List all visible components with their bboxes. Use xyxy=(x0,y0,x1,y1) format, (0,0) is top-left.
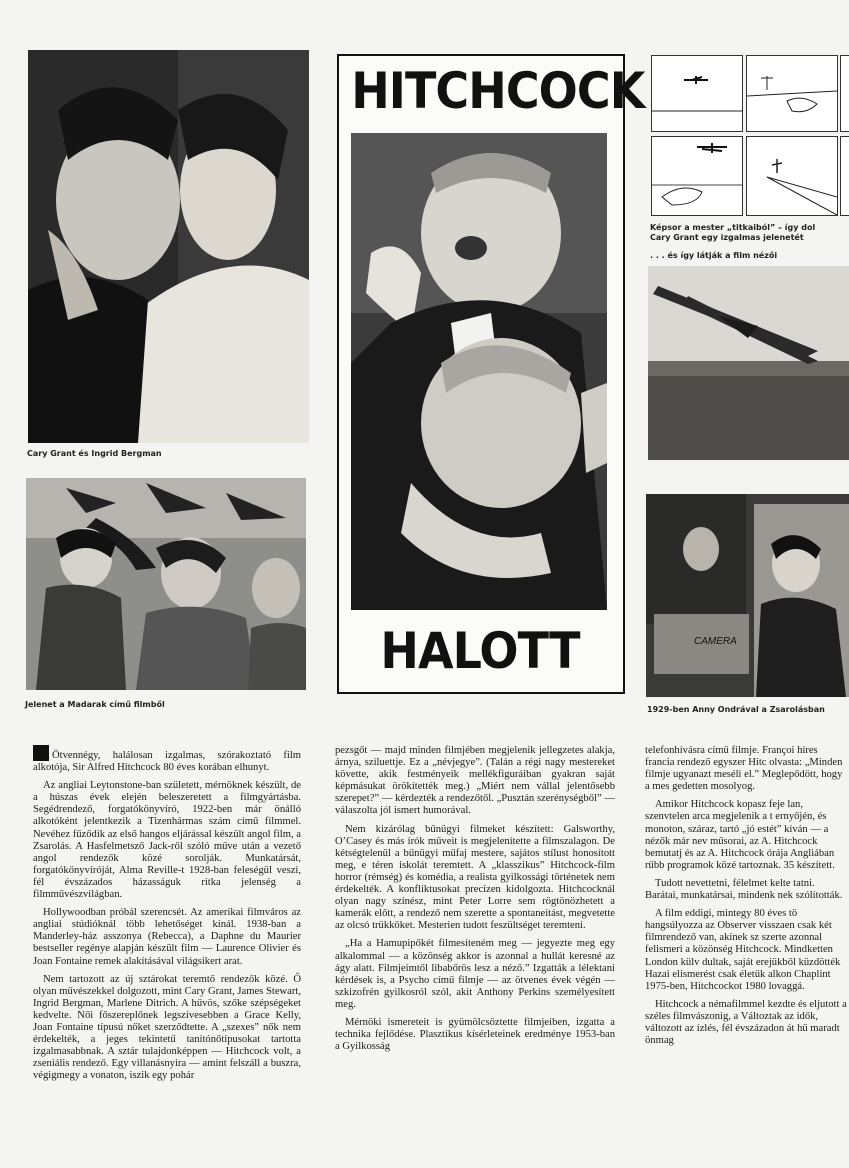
photo-hitchcock xyxy=(351,133,607,610)
article-paragraph: A film eddigi, mintegy 80 éves tö hangsúlyozza az Observer visszaen csak két filmrendező van, akinek sz szerte azonnal felismeri a közönség Hitchcock. Mindketten London külv dultak, saját erejükből küzdötték Hazai elismerést csak életük alkon Chaplint 1975-ben, Hitchcockot 1980 lovaggá. xyxy=(645,908,841,992)
photo-crop-duster xyxy=(648,266,849,460)
photo-birds xyxy=(26,478,306,690)
caption-storyboard-2: Cary Grant egy izgalmas jelenetét xyxy=(650,233,804,242)
caption-grant-bergman: Cary Grant és Ingrid Bergman xyxy=(27,449,162,458)
article-paragraph: Nem kizárólag bűnügyi filmeket készített: Galsworthy, O’Casey és más írók műveit is megjelenítette a filmszalagon. De kétségtelenül a bűnügyi műfaj mestere, sajátos stílust honosított meg, e téren iskolát teremtett. A „klasszikus” Hitchcock-film horror (rémség) és komédia, a realista gyilkossági történetek nem érdekelték. A konfliktusokat precízen kidolgozta. Hitchcocknál olyan nagy színész, mint Peter Lorre sem rögtönözhetett a kamerák előtt, a rendező nem szerette a spontaneitást, megvetette az olcsó trükköket. Mesterien tudott feszültséget teremteni. xyxy=(335,823,615,932)
storyboard-panel-2 xyxy=(746,55,838,132)
photo-birds-art xyxy=(26,478,306,690)
article-paragraph: Nem tartozott az új sztárokat teremtő rendezők közé. Ő olyan művészekkel dolgozott, mint Cary Grant, James Stewart, Ingrid Bergman, Marlene Ditrich. A hűvös, szőke szépségeket kedvelte. Női főszereplőnek legszívesebben a Grace Kelly, Joan Fontaine típusú nőket szerződtette. A „szexes” nők nem érdekelték, a jeges tekintetű tanítónőtípusokat tartotta izgalmasabbnak. A sztár tulajdonképpen — Hitchcock volt, a zseniális rendező. Egy villanásnyira — amint felszáll a buszra, végigmegy a vonaton, iszik egy pohár xyxy=(33,973,301,1082)
photo-grant-bergman-art xyxy=(28,50,309,443)
article-column-1 xyxy=(33,745,301,1155)
storyboard-panel-4-art xyxy=(652,137,742,215)
article-paragraph: Amikor Hitchcock kopasz feje lan, szenvtelen arca megjelenik a t ernyőjén, és monoton, száraz, tartó „jó estét” kíván — a nézők már nev műsorai, az A. Hitchcock bemutatj és az A. Hitchcock órája Angliában rűbb programok közé tartoznak. 35 készített. xyxy=(645,799,835,871)
article-paragraph: Hollywoodban próbál szerencsét. Az amerikai filmváros az angliai stúdióknál több lehetőséget kínál. 1938-ban a Manderley-ház asszonya (Rebecca), a Daphne du Maurier bestseller regénye alapján készült film — Laurence Olivier és Joan Fontaine remek alakításával világsikert arat. xyxy=(33,907,301,967)
article-paragraph: Tudott nevettetni, félelmet kelte tatni. Barátai, munkatársai, mindenk nek szólították. xyxy=(645,877,843,902)
storyboard-panel-6 xyxy=(840,136,849,216)
headline-bottom: HALOTT xyxy=(380,622,580,680)
article-paragraph: Ötvennégy, halálosan izgalmas, szórakoztató film alkotója, Sir Alfred Hitchcock 80 éves korában elhunyt. xyxy=(33,745,301,774)
article-column-3 xyxy=(645,745,849,1155)
article-paragraph: „Ha a Hamupipőkét filmesíteném meg — jegyezte meg egy alkalommal — a közönség akkor is azonnal a hullát keresné az ágy alatt. Filmjeimtől libabőrös lesz a néző.” Izgatták a lélektani kérdések is, a Psycho című filmje — az ötvenes évek végén — szkizofrén gyilkosról szól, akit Anthony Perkins személyesített meg. xyxy=(335,938,615,1010)
storyboard-panel-3 xyxy=(840,55,849,132)
caption-film-view: . . . és így látják a film nézői xyxy=(650,251,778,260)
photo-grant-bergman xyxy=(28,50,309,443)
storyboard-panel-5 xyxy=(746,136,838,216)
caption-birds: Jelenet a Madarak című filmből xyxy=(25,700,165,709)
article-paragraph: pezsgőt — majd minden filmjében megjelenik jellegzetes alakja, árnya, sziluettje. Ez a „névjegye”. (Talán a régi nagy mestereket követte, akik festményeik mellékfiguráiban gyakran saját képmásukat örökítették meg.) „Miért nem vállal jelentősebb szerepet?” — kérdezték a rendezőtől. „Pusztán szerénységből” — válaszolta jól ismert humorával. xyxy=(335,745,615,817)
headline-top: HITCHCOCK xyxy=(351,62,645,120)
photo-ondra-art xyxy=(646,494,849,697)
photo-crop-duster-art xyxy=(648,266,849,460)
drop-cap xyxy=(33,745,49,761)
article-paragraph: Mérnöki ismereteit is gyümölcsöztette filmjeiben, izgatta a technika fejlődése. Plasztikus kísérleteinek eredménye 1953-ban a Gyilkosság xyxy=(335,1016,615,1053)
storyboard-panel-4 xyxy=(651,136,743,216)
caption-ondra: 1929-ben Anny Ondrával a Zsarolásban xyxy=(647,705,825,714)
article-paragraph: telefonhívásra című filmje. Françoi híres francia rendező egyszer Hitc olvasta: „Minden filmje ugyanazt meséli el.” Meglepődött, hogy a mes gedetten mosolyog. xyxy=(645,745,843,793)
storyboard-panel-1 xyxy=(651,55,743,132)
storyboard-panel-1-art xyxy=(652,56,742,131)
storyboard-camera-label: CAMERA xyxy=(694,636,737,647)
article-paragraph: Az angliai Leytonstone-ban született, mérnöknek készült, de a húszas évek elején beleszeretett a filmgyártásba. Segédrendező, forgatókönyvíró, 1922-ben már önálló alkotóként jelentkezik a Tizenhármas szám című filmmel. Nevéhez fűződik az első hangos eljárással készült angol film, a Zsarolás. A Hasfelmetsző Jack-ről szóló műve után a vezető angol rendezők közé sorolják. Munkatársát, forgatókönyvíróját, Alma Reville-t 1928-ban feleségül veszi, fél évszázados házasságuk ritka jelenség a filmművészvilágban. xyxy=(33,780,301,901)
storyboard-panel-2-art xyxy=(747,56,837,131)
caption-storyboard-1: Képsor a mester „titkaiból” – így dol xyxy=(650,223,816,232)
photo-ondra xyxy=(646,494,849,697)
photo-hitchcock-art xyxy=(351,133,607,610)
article-column-2 xyxy=(335,745,615,1155)
article-paragraph: Hitchcock a némafilmmel kezdte és eljutott a széles filmvászonig, a Változtak az idők, változott az ízlés, fél évszázadon át hű maradt önmag xyxy=(645,998,847,1047)
storyboard-panel-5-art xyxy=(747,137,837,215)
